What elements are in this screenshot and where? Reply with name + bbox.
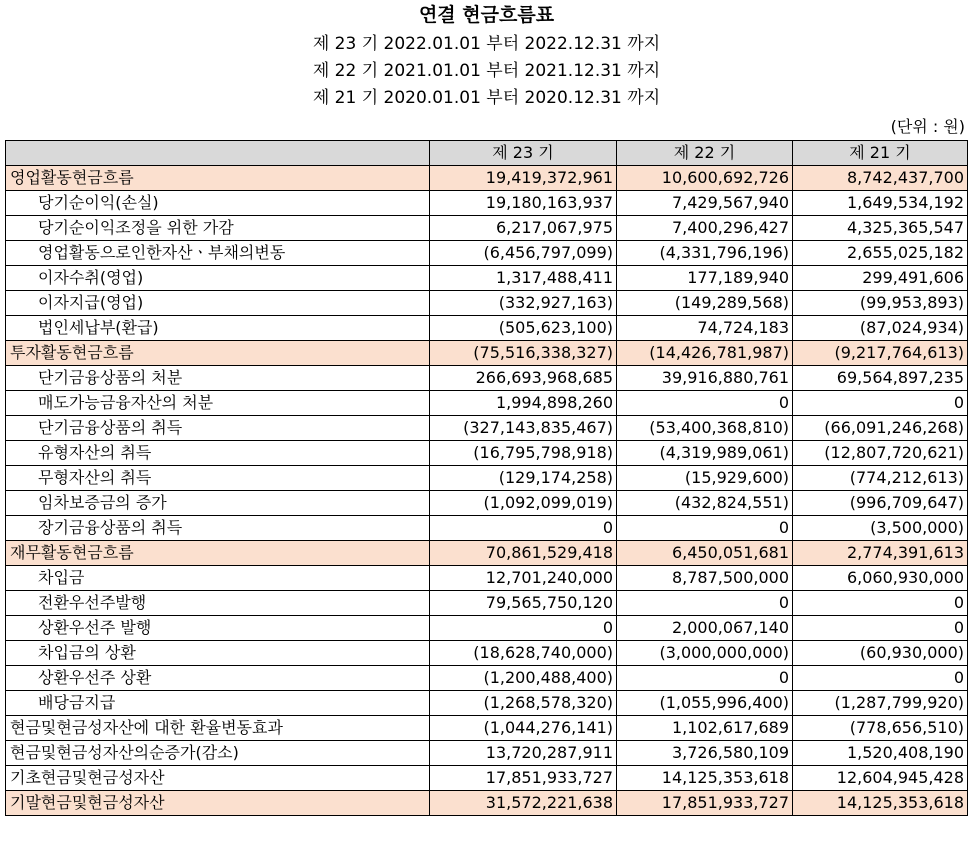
- row-value-21: (66,091,246,268): [793, 416, 968, 441]
- row-value-22: (4,319,989,061): [617, 441, 793, 466]
- row-value-23: (18,628,740,000): [430, 641, 617, 666]
- row-value-23: (327,143,835,467): [430, 416, 617, 441]
- table-row: [6, 266, 968, 291]
- row-value-22: 2,000,067,140: [617, 616, 793, 641]
- row-value-22: 3,726,580,109: [617, 741, 793, 766]
- row-label: 현금및현금성자산에 대한 환율변동효과: [6, 716, 430, 741]
- row-label: 장기금융상품의 취득: [6, 516, 430, 541]
- table-row: [6, 366, 968, 391]
- row-value-22: (1,055,996,400): [617, 691, 793, 716]
- row-value-23: (1,200,488,400): [430, 666, 617, 691]
- row-label: 법인세납부(환급): [6, 316, 430, 341]
- header-period-21: 제 21 기: [793, 141, 968, 166]
- row-value-21: 2,655,025,182: [793, 241, 968, 266]
- row-label: 차입금의 상환: [6, 641, 430, 666]
- row-label: 영업활동으로인한자산ㆍ부채의변동: [6, 241, 430, 266]
- row-label: 매도가능금융자산의 처분: [6, 391, 430, 416]
- row-label: 재무활동현금흐름: [6, 541, 430, 566]
- row-value-23: (6,456,797,099): [430, 241, 617, 266]
- row-value-22: 0: [617, 391, 793, 416]
- row-value-22: 6,450,051,681: [617, 541, 793, 566]
- header-period-22: 제 22 기: [617, 141, 793, 166]
- row-value-21: (3,500,000): [793, 516, 968, 541]
- row-value-22: 17,851,933,727: [617, 791, 793, 816]
- row-label: 기말현금및현금성자산: [6, 791, 430, 816]
- row-value-21: (87,024,934): [793, 316, 968, 341]
- row-value-21: (99,953,893): [793, 291, 968, 316]
- row-value-22: (432,824,551): [617, 491, 793, 516]
- row-value-22: 0: [617, 666, 793, 691]
- row-value-23: 19,180,163,937: [430, 191, 617, 216]
- row-value-21: (60,930,000): [793, 641, 968, 666]
- table-row: [6, 641, 968, 666]
- row-value-23: (16,795,798,918): [430, 441, 617, 466]
- table-row: [6, 616, 968, 641]
- row-value-23: 6,217,067,975: [430, 216, 617, 241]
- row-value-22: 8,787,500,000: [617, 566, 793, 591]
- row-value-21: (1,287,799,920): [793, 691, 968, 716]
- row-value-22: 10,600,692,726: [617, 166, 793, 191]
- period-line-22: 제 22 기 2021.01.01 부터 2021.12.31 까지: [312, 61, 661, 81]
- row-value-23: (1,044,276,141): [430, 716, 617, 741]
- table-row: [6, 491, 968, 516]
- row-value-23: 31,572,221,638: [430, 791, 617, 816]
- table-row: [6, 691, 968, 716]
- row-value-21: 69,564,897,235: [793, 366, 968, 391]
- table-row: [6, 166, 968, 191]
- row-value-21: (12,807,720,621): [793, 441, 968, 466]
- row-value-21: 299,491,606: [793, 266, 968, 291]
- row-value-23: 70,861,529,418: [430, 541, 617, 566]
- row-value-23: (332,927,163): [430, 291, 617, 316]
- row-value-21: 8,742,437,700: [793, 166, 968, 191]
- row-value-21: 0: [793, 666, 968, 691]
- row-value-22: 0: [617, 516, 793, 541]
- table-row: [6, 591, 968, 616]
- row-value-22: (149,289,568): [617, 291, 793, 316]
- row-value-22: (4,331,796,196): [617, 241, 793, 266]
- row-label: 무형자산의 취득: [6, 466, 430, 491]
- row-value-21: 0: [793, 391, 968, 416]
- row-label: 이자지급(영업): [6, 291, 430, 316]
- row-value-22: (15,929,600): [617, 466, 793, 491]
- period-line-21: 제 21 기 2020.01.01 부터 2020.12.31 까지: [312, 88, 661, 108]
- row-value-22: (3,000,000,000): [617, 641, 793, 666]
- row-value-23: (505,623,100): [430, 316, 617, 341]
- row-value-22: 39,916,880,761: [617, 366, 793, 391]
- row-value-22: 177,189,940: [617, 266, 793, 291]
- row-value-23: 79,565,750,120: [430, 591, 617, 616]
- table-row: [6, 791, 968, 816]
- row-value-23: (1,268,578,320): [430, 691, 617, 716]
- row-label: 임차보증금의 증가: [6, 491, 430, 516]
- unit-label: (단위 : 원): [890, 117, 965, 136]
- row-value-23: 19,419,372,961: [430, 166, 617, 191]
- row-label: 단기금융상품의 취득: [6, 416, 430, 441]
- table-row: [6, 666, 968, 691]
- row-label: 상환우선주 상환: [6, 666, 430, 691]
- row-value-21: (774,212,613): [793, 466, 968, 491]
- table-row: [6, 416, 968, 441]
- row-value-21: 14,125,353,618: [793, 791, 968, 816]
- row-label: 당기순이익(손실): [6, 191, 430, 216]
- table-row: [6, 716, 968, 741]
- row-value-21: 0: [793, 616, 968, 641]
- row-value-23: 266,693,968,685: [430, 366, 617, 391]
- table-row: [6, 541, 968, 566]
- table-row: [6, 291, 968, 316]
- table-row: [6, 241, 968, 266]
- row-value-23: 17,851,933,727: [430, 766, 617, 791]
- row-label: 영업활동현금흐름: [6, 166, 430, 191]
- row-value-21: 2,774,391,613: [793, 541, 968, 566]
- row-label: 차입금: [6, 566, 430, 591]
- row-value-21: 6,060,930,000: [793, 566, 968, 591]
- table-row: [6, 341, 968, 366]
- table-row: [6, 741, 968, 766]
- table-row: [6, 766, 968, 791]
- row-value-21: (996,709,647): [793, 491, 968, 516]
- row-value-21: 0: [793, 591, 968, 616]
- header-period-23: 제 23 기: [430, 141, 617, 166]
- row-value-21: (9,217,764,613): [793, 341, 968, 366]
- row-value-23: 12,701,240,000: [430, 566, 617, 591]
- row-label: 전환우선주발행: [6, 591, 430, 616]
- table-row: [6, 466, 968, 491]
- row-value-22: (14,426,781,987): [617, 341, 793, 366]
- row-label: 배당금지급: [6, 691, 430, 716]
- row-value-22: 7,429,567,940: [617, 191, 793, 216]
- row-value-21: 1,649,534,192: [793, 191, 968, 216]
- row-value-23: 1,317,488,411: [430, 266, 617, 291]
- row-value-21: 4,325,365,547: [793, 216, 968, 241]
- cash-flow-table: [5, 140, 968, 816]
- table-row: [6, 391, 968, 416]
- row-value-21: (778,656,510): [793, 716, 968, 741]
- table-body: [6, 166, 968, 816]
- row-label: 기초현금및현금성자산: [6, 766, 430, 791]
- row-label: 현금및현금성자산의순증가(감소): [6, 741, 430, 766]
- table-row: [6, 216, 968, 241]
- row-label: 단기금융상품의 처분: [6, 366, 430, 391]
- row-value-22: 74,724,183: [617, 316, 793, 341]
- row-value-21: 1,520,408,190: [793, 741, 968, 766]
- table-row: [6, 441, 968, 466]
- row-value-23: (1,092,099,019): [430, 491, 617, 516]
- table-header-row: [6, 141, 968, 166]
- table-row: [6, 191, 968, 216]
- row-value-22: 0: [617, 591, 793, 616]
- row-label: 투자활동현금흐름: [6, 341, 430, 366]
- table-row: [6, 566, 968, 591]
- row-value-22: 7,400,296,427: [617, 216, 793, 241]
- row-label: 이자수취(영업): [6, 266, 430, 291]
- row-value-23: 13,720,287,911: [430, 741, 617, 766]
- row-value-22: (53,400,368,810): [617, 416, 793, 441]
- document-title: 연결 현금흐름표: [418, 4, 555, 26]
- row-value-21: 12,604,945,428: [793, 766, 968, 791]
- row-label: 유형자산의 취득: [6, 441, 430, 466]
- row-value-22: 1,102,617,689: [617, 716, 793, 741]
- row-value-23: 1,994,898,260: [430, 391, 617, 416]
- row-value-23: (129,174,258): [430, 466, 617, 491]
- row-value-23: (75,516,338,327): [430, 341, 617, 366]
- table-row: [6, 516, 968, 541]
- row-value-23: 0: [430, 516, 617, 541]
- header-label-col: [6, 141, 430, 166]
- row-value-23: 0: [430, 616, 617, 641]
- table-row: [6, 316, 968, 341]
- row-label: 당기순이익조정을 위한 가감: [6, 216, 430, 241]
- row-label: 상환우선주 발행: [6, 616, 430, 641]
- period-line-23: 제 23 기 2022.01.01 부터 2022.12.31 까지: [312, 34, 661, 54]
- row-value-22: 14,125,353,618: [617, 766, 793, 791]
